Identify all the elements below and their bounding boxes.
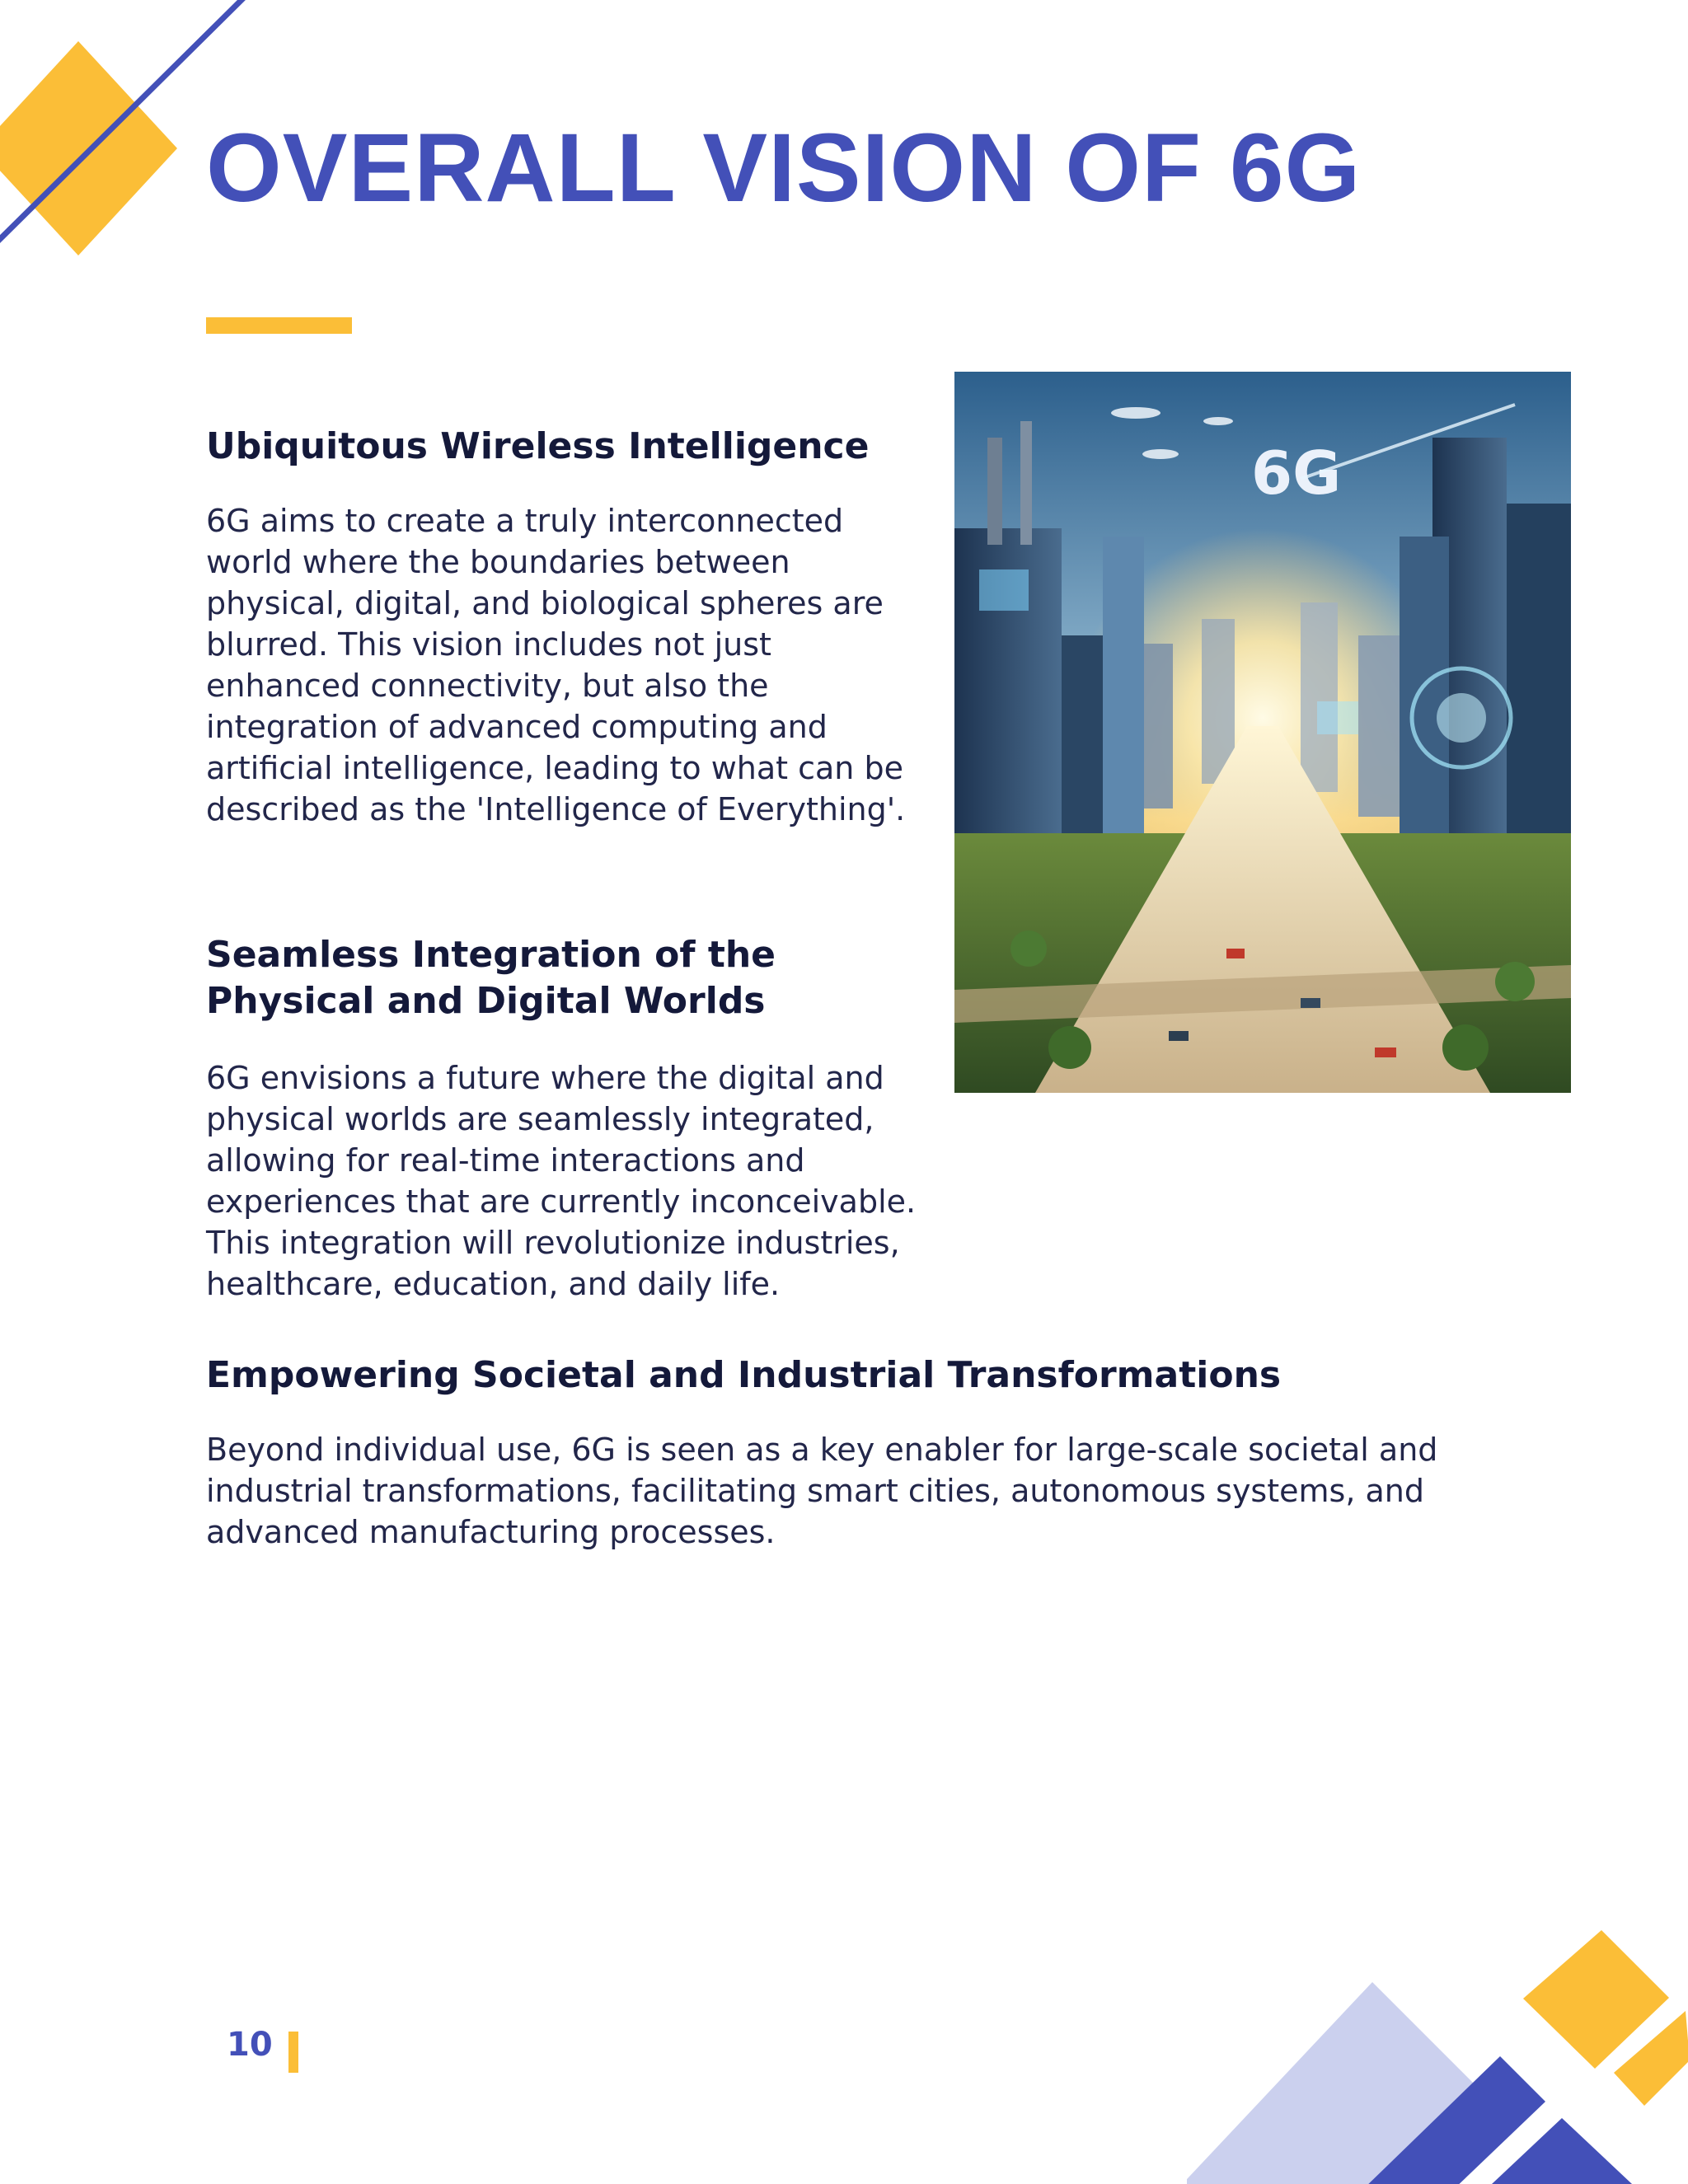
- bottom-right-decoration: [1187, 1920, 1688, 2184]
- section-body-ubiquitous: 6G aims to create a truly interconnected world where the boundaries between physical, digital, and biological spheres are blurred. This vision includes not just enhanced connectivity, but also the integration of advanced computing and artificial intelligence, leading to what can be described as the 'Intelligence of Everything'.: [206, 503, 906, 827]
- page-number-accent-bar: [288, 2032, 298, 2073]
- section-heading-transformations: Empowering Societal and Industrial Transformations: [206, 1354, 1282, 1396]
- section-heading-ubiquitous: Ubiquitous Wireless Intelligence: [206, 425, 870, 467]
- page-number: 10: [227, 2026, 273, 2064]
- title-accent-bar: [206, 317, 352, 334]
- page-title: OVERALL VISION OF 6G: [206, 114, 1362, 223]
- section-heading-integration: Seamless Integration of the Physical and Digital Worlds: [206, 934, 776, 1022]
- section-body-integration: 6G envisions a future where the digital and physical worlds are seamlessly integrated, allowing for real-time interactions and experiences that are currently inconceivable. This integration will revolutionize industries, healthcare, education, and daily life.: [206, 1060, 917, 1302]
- sign-6g-label: 6G: [1251, 438, 1342, 508]
- futuristic-city-image: [954, 372, 1571, 1093]
- section-body-transformations: Beyond individual use, 6G is seen as a key enabler for large-scale societal and industrial transformations, facilitating smart cities, autonomous systems, and advanced manufacturing processes.: [206, 1432, 1438, 1550]
